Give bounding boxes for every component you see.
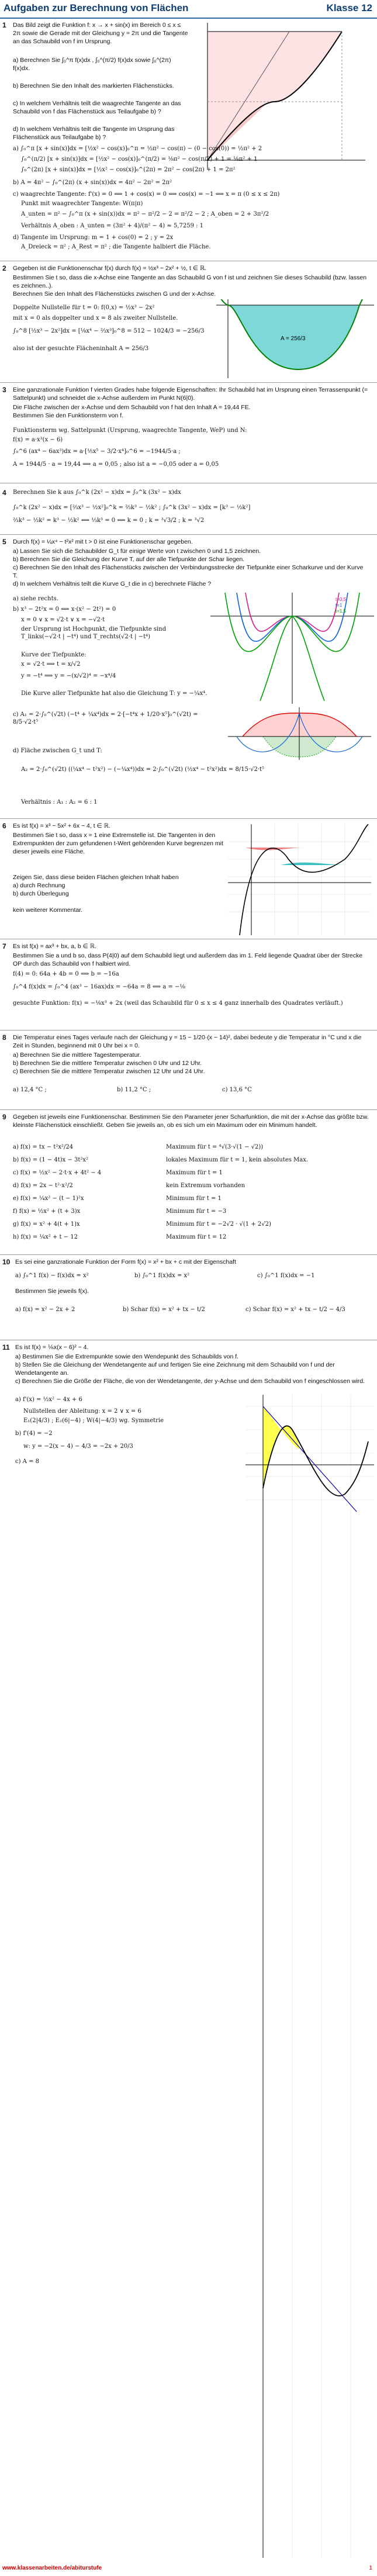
- task-9: [0, 1112, 377, 1252]
- solution-line: Verhältnis : A₁ : A₂ = 6 : 1: [21, 799, 98, 805]
- task-6: [0, 821, 377, 938]
- task-11: [0, 1342, 377, 1517]
- solution-line: A_unten = π² − ∫₀^π (x + sin(x))dx = π² − π²/2 − 2 = π²/2 − 2 ; A_oben = 2 + 3π²/2: [21, 211, 269, 217]
- task-part-b: b) Stellen Sie die Gleichung der Wendetangente auf und fertigen Sie eine Zeichnung mit dem Schaubild von f und der Wendetangente an.: [15, 1361, 335, 1377]
- task-part-b: b) durch Überlegung: [13, 890, 69, 897]
- task-part-a: a) Bestimmen Sie die Extrempunkte sowie den Wendepunkt des Schaubilds von f.: [15, 1353, 239, 1360]
- task-part-d: d) In welchem Verhältnis teilt die Kurve G_t die in c) berechnete Fläche ?: [13, 580, 212, 587]
- task-text: Es sei eine ganzrationale Funktion der Form f(x) = x² + bx + c mit der Eigenschaft: [15, 1258, 236, 1265]
- row-result: Maximum für t = 12: [166, 1234, 227, 1240]
- solution-line: ∫₀^8 [½x³ − 2x²]dx = [⅛x⁴ − ⅔x³]₀^8 = 512 − 1024/3 = −256/3: [13, 328, 205, 334]
- row-result: Minimum für t = −3: [166, 1208, 227, 1215]
- table-row: [13, 1192, 369, 1205]
- task-number: 6: [2, 822, 6, 830]
- solution-line: b) A = 4π² − ∫₀^(2π) (x + sin(x))dx = 4π² − 2π² = 2π²: [13, 179, 172, 186]
- task-1-solutions: [0, 178, 377, 260]
- solution-line: ∫₀^(2π) [x + sin(x)]dx = [½x² − cos(x)]₀^(2π) = 2π² − cos(2π) + 1 = 2π²: [21, 167, 236, 173]
- solution-line: A_Dreieck = π² ; A_Rest = π² ; die Tangente halbiert die Fläche.: [21, 244, 211, 250]
- divider: [0, 1109, 377, 1110]
- task-4: [0, 485, 377, 532]
- row-result: Minimum für t = 1: [166, 1195, 222, 1202]
- task-part-a: a) Lassen Sie sich die Schaubilder G_t für einige Werte von t zwischen 0 und 1,5 zeichnen.: [13, 548, 261, 555]
- task-text: Es ist f(x) = ax³ + bx, a, b ∈ ℝ.: [13, 943, 96, 950]
- solution-line: Funktionsterm wg. Sattelpunkt (Ursprung, waagrechte Tangente, WeP) und N:: [13, 427, 247, 434]
- task-text: Es ist f(x) = x³ − 5x² + 6x − 4, t ∈ ℝ.: [13, 822, 110, 829]
- row-function: a) f(x) = tx − t²x²/24: [13, 1144, 74, 1150]
- solution-line: x = 0 ∨ x = √2·t ∨ x = −√2·t: [21, 617, 105, 623]
- solution-line: Doppelte Nullstelle für t = 0: f(0,x) = ½x³ − 2x²: [13, 305, 155, 311]
- row-function: f) f(x) = ½x² + (t + 3)x: [13, 1208, 81, 1215]
- task-2: [0, 263, 377, 380]
- task-5: [0, 537, 377, 817]
- solution-line: also ist der gesuchte Flächeninhalt A = 256/3: [13, 345, 149, 352]
- footer-website[interactable]: www.klassenarbeiten.de/abiturstufe: [2, 2565, 102, 2571]
- solution-line: w: y = −2(x − 4) − 4/3 = −2x + 20/3: [23, 1443, 133, 1450]
- task-text: Bestimmen Sie jeweils f(x).: [15, 1288, 89, 1295]
- task-text: Das Bild zeigt die Funktion f: x → x + sin(x) im Bereich 0 ≤ x ≤ 2π sowie die Gerade mit der Gleichung y = 2π und die Tangente an das Schaubild von f im Ursprung.: [13, 22, 188, 45]
- solution-line: x = √2·t ⟹ t = x/√2: [21, 661, 81, 668]
- solution-line: Kurve der Tiefpunkte:: [21, 652, 87, 658]
- task-number: 5: [2, 538, 6, 546]
- solution-line: f(x) = a·x³(x − 6): [13, 437, 63, 443]
- solution-line: b) f'(4) = −2: [15, 1430, 53, 1437]
- task-part-d: d) In welchem Verhältnis teilt die Tangente im Ursprung das Flächenstück aus Teilaufgabe b) ?: [13, 126, 175, 141]
- task-3: [0, 385, 377, 484]
- divider: [0, 818, 377, 819]
- row-result: Maximum für t = ⁴√(3·√(1 − √2)): [166, 1144, 264, 1150]
- task-8: [0, 1032, 377, 1108]
- page-header: [0, 0, 377, 19]
- row-function: e) f(x) = ¼x² − (t − 1)²x: [13, 1195, 84, 1202]
- answer: c) 13,6 °C: [222, 1087, 252, 1093]
- task-text: Berechnen Sie k aus ∫₀^k (2x² − x)dx = ∫₀^k (3x² − x)dx: [13, 489, 181, 496]
- solution-line: c) waagrechte Tangente: f'(x) = 0 ⟺ 1 + cos(x) = 0 ⟺ cos(x) = −1 ⟺ x = π (0 ≤ x ≤ 2π): [13, 191, 280, 198]
- task-part-b: b) Berechnen Sie die Gleichung der Kurve T, auf der alle Tiefpunkte der Schar liegen.: [13, 556, 245, 563]
- solution-line: der Ursprung ist Hochpunkt, die Tiefpunkte sind T_links(−√2·t | −t⁴) und T_rechts(√2·t | −t⁴): [21, 626, 167, 640]
- task-number: 7: [2, 942, 6, 950]
- solution-line: Verhältnis A_oben : A_unten = (3π² + 4)/(π² − 4) ≈ 5,7259 : 1: [21, 223, 204, 229]
- class-label: Klasse 12: [326, 2, 372, 13]
- task-text: Berechnen Sie den Inhalt des Flächenstücks zwischen G und der x-Achse.: [13, 291, 216, 298]
- divider: [0, 1030, 377, 1031]
- row-function: b) f(x) = (1 − 4t)x − 3t²x²: [13, 1157, 89, 1163]
- solution-line: a) siehe rechts.: [13, 596, 58, 602]
- task-text: Bestimmen Sie a und b so, dass P(4|0) auf dem Schaubild liegt und außerdem das im 1. Feld liegende Quadrat über der Strecke OP durch das Schaubild von f halbiert wird.: [13, 952, 363, 967]
- table-row: [13, 1180, 369, 1192]
- answer: b) Schar f(x) = x² + tx − t/2: [123, 1306, 205, 1313]
- row-result: lokales Maximum für t = 1, kein absolutes Max.: [166, 1157, 309, 1163]
- task-part-c: c) In welchem Verhältnis teilt die waagrechte Tangente an das Schaubild von f das Flächenstück aus Teilaufgabe b) ?: [13, 100, 181, 115]
- task-10: [0, 1257, 377, 1339]
- footer-page-number: 1: [369, 2565, 372, 2571]
- solution-line: a) f'(x) = ½x² − 4x + 6: [15, 1396, 82, 1403]
- solution-line: ∫₀^6 (ax⁴ − 6ax³)dx = a·[⅕x⁵ − 3/2·x⁴]₀^6 = −1944/5·a ;: [13, 448, 181, 455]
- solution-line: mit x = 0 als doppelter und x = 8 als zweiter Nullstelle.: [13, 315, 178, 321]
- solution-line: d) Tangente im Ursprung: m = 1 + cos(0) = 2 ; y = 2x: [13, 234, 174, 241]
- divider: [0, 534, 377, 535]
- legend-entry: t=0,5: [336, 597, 347, 602]
- task-text: Zeigen Sie, dass diese beiden Flächen gleichen Inhalt haben: [13, 874, 179, 881]
- row-result: Maximum für t = 1: [166, 1170, 223, 1176]
- legend-entry: t=1: [336, 603, 343, 608]
- solution-line: a) ∫₀^π [x + sin(x)]dx = [½x² − cos(x)]₀^π = ½π² − cos(π) − (0 − cos(0)) = ½π² + 2: [13, 146, 262, 152]
- task-part-a: a) durch Rechnung: [13, 882, 65, 889]
- row-function: c) f(x) = ½x² − 2·t·x + 4t² − 4: [13, 1170, 102, 1176]
- solution-line: b) x³ − 2t²x = 0 ⟺ x·(x² − 2t²) = 0: [13, 606, 116, 613]
- row-function: g) f(x) = x² + 4(t + 1)x: [13, 1221, 80, 1228]
- task-part-a: a) Berechnen Sie ∫₀^π f(x)dx , ∫₀^(π/2) f(x)dx sowie ∫₀^(2π) f(x)dx.: [13, 57, 171, 72]
- task-part-b: b) Berechnen Sie den Inhalt des markierten Flächenstücks.: [13, 82, 174, 89]
- solution-line: ∫₀^k (2x² − x)dx = [⅔x³ − ½x²]₀^k = ⅔k³ − ½k² ; ∫₀^k (3x² − x)dx = [k³ − ½k²]: [13, 504, 251, 511]
- task-text: Bestimmen Sie den Funktionsterm von f.: [13, 412, 124, 419]
- task-1: [0, 20, 377, 178]
- condition: a) ∫₀^1 f(x) − f(x)dx = x²: [15, 1273, 89, 1279]
- row-result: kein Extremum vorhanden: [166, 1182, 245, 1189]
- task-text: Die Temperatur eines Tages verlaufe nach der Gleichung y = 15 − 1/20·(x − 14)², dabei bedeute y die Temperatur in °C und x die Zeit in Stunden, beginnend mit 0 Uhr bei x = 0.: [13, 1034, 362, 1049]
- answer: a) f(x) = x² − 2x + 2: [15, 1306, 75, 1313]
- solution-line: E₁(2|4/3) ; E₂(6|−4) ; W(4|−4/3) wg. Symmetrie: [23, 1417, 164, 1424]
- function-graph-11: [245, 1395, 374, 2564]
- solution-line: ∫₀^4 f(x)dx = ∫₀^4 (ax³ − 16ax)dx = −64a = 8 ⟺ a = −⅛: [13, 984, 186, 990]
- answer: b) 11,2 °C ;: [117, 1087, 151, 1093]
- task-7: [0, 941, 377, 1029]
- solution-line: Nullstellen der Ableitung: x = 2 ∨ x = 6: [23, 1408, 141, 1415]
- row-function: h) f(x) = ¼x² + t − 12: [13, 1234, 78, 1240]
- task-number: 11: [2, 1343, 10, 1351]
- divider: [0, 382, 377, 383]
- solution-line: ⅔k³ − ½k² = k³ − ½k² ⟺ ⅓k³ = 0 ⟺ k = 0 ; k = ³√3/2 ; k = ³√2: [13, 517, 205, 524]
- task-part-c: c) Berechnen Sie die mittlere Temperatur zwischen 12 Uhr und 24 Uhr.: [13, 1068, 205, 1075]
- row-function: d) f(x) = 2x − t²·x²/2: [13, 1182, 73, 1189]
- table-row: [13, 1231, 369, 1244]
- task-text: Bestimmen Sie t so, dass x = 1 eine Extremstelle ist. Die Tangenten in den Extrempunkten der zum gefundenen t-Wert gehörenden Kurve begrenzen mit dieser jeweils eine Fläche.: [13, 832, 223, 855]
- solution-line: c) A = 8: [15, 1458, 40, 1465]
- table-row: [13, 1218, 369, 1231]
- table-row: [13, 1154, 369, 1167]
- solution-line: ∫₀^(π/2) [x + sin(x)]dx = [½x² − cos(x)]₀^(π/2) = ⅛π² − cos(π/2) + 1 = ⅛π² + 1: [21, 156, 258, 162]
- area-label: A = 256/3: [281, 336, 306, 342]
- task-part-b: b) Berechnen Sie die mittlere Temperatur zwischen 0 Uhr und 12 Uhr.: [13, 1060, 202, 1067]
- table-row: [13, 1205, 369, 1218]
- task-part-a: a) Berechnen Sie die mittlere Tagestemperatur.: [13, 1052, 141, 1059]
- solution-line: A = 1944/5 · a = 19,44 ⟹ a = 0,05 ; also ist a = −0,05 oder a = 0,05: [13, 461, 219, 468]
- table-row: [13, 1167, 369, 1180]
- results-list: [13, 1141, 369, 1244]
- row-result: Minimum für t = −2√2 · √(1 + 2√2): [166, 1221, 271, 1228]
- condition: b) ∫₀^1 f(x)dx = x²: [134, 1273, 190, 1279]
- legend-entry: t=1,5: [336, 608, 347, 614]
- task-part-c: c) Berechnen Sie die Größe der Fläche, die von der Wendetangente, der y-Achse und dem Schaubild von f eingeschlossen wird.: [15, 1378, 365, 1385]
- task-text: Gegeben ist jeweils eine Funktionenschar. Bestimmen Sie den Parameter jener Scharfunktion, die mit der x-Achse das größte bzw. kleinste Flächenstück einschließt. Geben Sie jeweils an, ob es sich um ein Maximum oder ein Minimum handelt.: [13, 1114, 369, 1129]
- task-number: 3: [2, 386, 6, 394]
- divider: [0, 1254, 377, 1255]
- solution-line: gesuchte Funktion: f(x) = −⅛x³ + 2x (weil das Schaubild für 0 ≤ x ≤ 4 ganz innerhalb des Quadrates verläuft.): [13, 1000, 343, 1007]
- function-graph-2: [216, 299, 374, 378]
- task-number: 10: [2, 1258, 11, 1266]
- task-number: 4: [2, 489, 6, 497]
- solution-line: A₂ = 2·∫₀^(√2t) ((¼x⁴ − t²x²) − (−¼x⁴))dx = 2·∫₀^(√2t) (½x⁴ − t²x²)dx = 8/15·√2·t⁵: [21, 766, 265, 773]
- function-graph-6: [228, 824, 371, 935]
- task-text: Die Fläche zwischen der x-Achse und dem Schaubild von f hat den Inhalt A = 19,44 FE.: [13, 404, 251, 411]
- task-number: 2: [2, 264, 6, 272]
- solution-line: y = −t⁴ ⟹ y = −(x/√2)⁴ = −x⁴/4: [21, 673, 116, 679]
- solution-line: c) A₁ = 2·∫₀^(√2t) (−t⁴ + ¼x⁴)dx = 2·[−t⁴x + 1/20·x⁵]₀^(√2t) = 8/5·√2·t⁵: [13, 711, 198, 725]
- solution-line: Die Kurve aller Tiefpunkte hat also die Gleichung T: y = −¼x⁴.: [21, 690, 207, 697]
- answer: c) Schar f(x) = x² + tx − t/2 − 4/3: [245, 1306, 345, 1313]
- task-text: kein weiterer Kommentar.: [13, 907, 83, 914]
- condition: c) ∫₀^1 f(x)dx = −1: [257, 1273, 315, 1279]
- task-number: 1: [2, 21, 6, 29]
- task-text: Eine ganzrationale Funktion f vierten Grades habe folgende Eigenschaften: Ihr Schaubild hat im Ursprung einen Terrassenpunkt (= Sattelpunkt) und schneidet die x-Achse außerdem im Punkt N(6|0).: [13, 386, 368, 402]
- task-number: 9: [2, 1113, 6, 1121]
- task-text: Durch f(x) = ¼x⁴ − t²x² mit t > 0 ist eine Funktionenschar gegeben.: [13, 538, 193, 545]
- page-title: Aufgaben zur Berechnung von Flächen: [4, 2, 189, 13]
- table-row: [13, 1141, 369, 1154]
- task-text: Gegeben ist die Funktionenschar f(x) durch f(x) = ½x³ − 2x² + ½, t ∈ ℝ.: [13, 265, 207, 272]
- task-text: Es ist f(x) = ⅙x(x − 6)² − 4.: [15, 1344, 89, 1351]
- solution-line: d) Fläche zwischen G_t und T:: [13, 748, 102, 754]
- solution-line: Punkt mit waagrechter Tangente: W(π|π): [21, 200, 143, 207]
- solution-line: f(4) = 0: 64a + 4b = 0 ⟺ b = −16a: [13, 971, 119, 977]
- task-part-c: c) Berechnen Sie den Inhalt des Flächenstücks zwischen der Verbindungsstrecke der Tiefpunkte einer Scharkurve und der Kurve T.: [13, 564, 364, 579]
- task-text: Bestimmen Sie t so, dass die x-Achse eine Tangente an das Schaubild G von f ist und zeichnen Sie dieses Schaubild (bzw. lassen es zeichnen..).: [13, 274, 367, 289]
- answer: a) 12,4 °C ;: [13, 1087, 47, 1093]
- task-number: 8: [2, 1033, 6, 1042]
- function-graph-5: [210, 593, 374, 704]
